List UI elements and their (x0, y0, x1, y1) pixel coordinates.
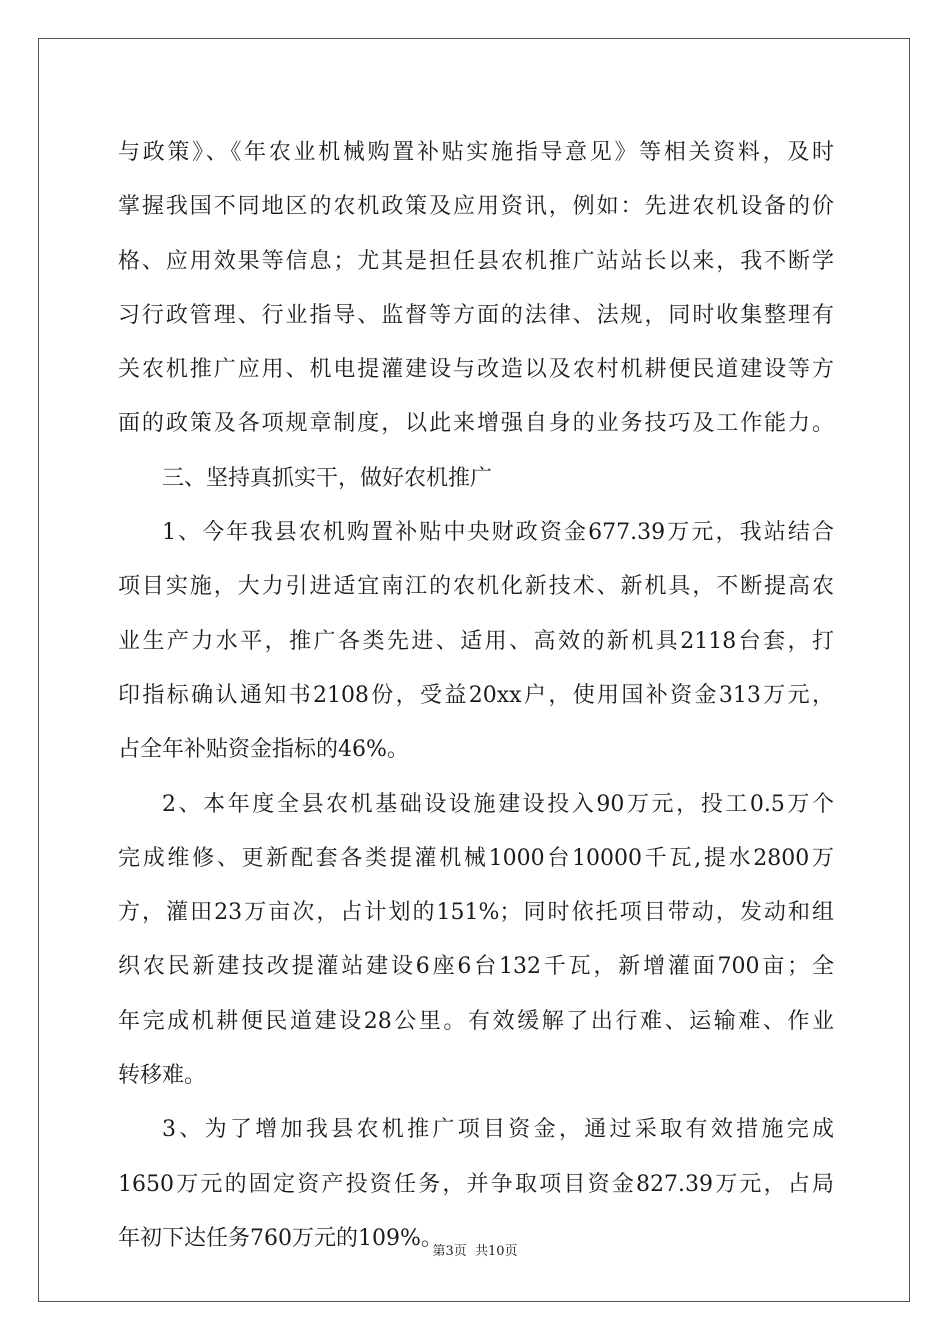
section-heading: 三、坚持真抓实干，做好农机推广 (162, 465, 493, 491)
text-line: 面的政策及各项规章制度，以此来增强自身的业务技巧及工作能力。 (118, 411, 834, 437)
text-line: 1650万元的固定资产投资任务，并争取项目资金827.39万元，占局 (118, 1171, 834, 1197)
text-line: 1、今年我县农机购置补贴中央财政资金677.39万元，我站结合 (162, 520, 834, 546)
text-line: 完成维修、更新配套各类提灌机械1000台10000千瓦,提水2800万 (118, 845, 834, 871)
text-line: 占全年补贴资金指标的46%。 (118, 737, 409, 763)
text-line: 转移难。 (118, 1063, 207, 1089)
text-line: 织农民新建技改提灌站建设6座6台132千瓦，新增灌面700亩；全 (118, 954, 834, 980)
text-line: 印指标确认通知书2108份，受益20xx户，使用国补资金313万元， (118, 682, 834, 708)
text-line: 年初下达任务760万元的109%。 (118, 1225, 443, 1251)
text-line: 项目实施，大力引进适宜南江的农机化新技术、新机具，不断提高农 (118, 574, 834, 600)
text-line: 业生产力水平，推广各类先进、适用、高效的新机具2118台套，打 (118, 628, 834, 654)
page-footer (0, 1240, 950, 1259)
text-line: 2、本年度全县农机基础设设施建设投入90万元，投工0.5万个 (162, 791, 834, 817)
page-number: 第3页 (432, 1244, 467, 1259)
text-line: 3、为了增加我县农机推广项目资金，通过采取有效措施完成 (162, 1117, 834, 1143)
text-line: 方，灌田23万亩次，占计划的151%；同时依托项目带动，发动和组 (118, 900, 834, 926)
text-line: 格、应用效果等信息；尤其是担任县农机推广站站长以来，我不断学 (118, 248, 834, 274)
text-line: 年完成机耕便民道建设28公里。有效缓解了出行难、运输难、作业 (118, 1008, 834, 1034)
document-body (118, 126, 834, 1266)
page-total: 共10页 (474, 1244, 518, 1259)
text-line: 关农机推广应用、机电提灌建设与改造以及农村机耕便民道建设等方 (118, 357, 834, 383)
text-line: 习行政管理、行业指导、监督等方面的法律、法规，同时收集整理有 (118, 302, 834, 328)
text-line: 掌握我国不同地区的农机政策及应用资讯，例如：先进农机设备的价 (118, 194, 834, 220)
text-line: 与政策》、《年农业机械购置补贴实施指导意见》等相关资料，及时 (118, 140, 834, 165)
